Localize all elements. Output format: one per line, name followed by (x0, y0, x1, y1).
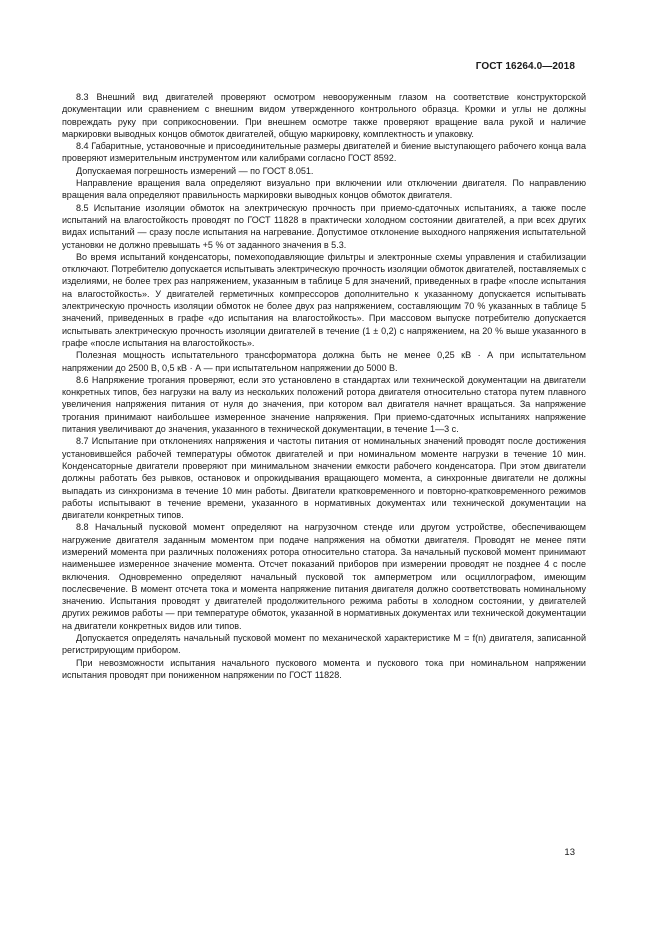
paragraph: При невозможности испытания начального пускового момента и пускового тока при номинальном напряжении испытания проводят при пониженном напряжении по ГОСТ 11828. (62, 657, 586, 680)
paragraph: Направление вращения вала определяют визуально при включении или отключении двигателя. По направлению вращения вала определяют правильность маркировки выводных концов обмоток двигателя. (62, 178, 586, 201)
paragraph-8-5: 8.5 Испытание изоляции обмоток на электрическую прочность при приемо-сдаточных испытаниях, а также после испытаний на влагостойкость проводят по ГОСТ 11828 в практически холодном состоянии двигателей, а при всех других видах испытаний — сразу после испытания на нагревание. Допустимое отклонение выходного напряжения испытательной установки не должно превышать +5 % от заданного значения в 5.3. (62, 202, 586, 250)
paragraph: Допускаемая погрешность измерений — по ГОСТ 8.051. (76, 165, 314, 176)
paragraph-8-7: 8.7 Испытание при отклонениях напряжения и частоты питания от номинальных значений проводят после достижения установившейся рабочей температуры обмоток двигателей и при номинальном моменте нагрузки в течение 10 мин. Конденсаторные двигатели проверяют при минимальном значении емкости рабочего конденсатора. При этом двигатели должны работать без рывков, остановок и опрокидывания вращающего момента, а синхронные двигатели не должны выпадать из синхронизма в течение 10 мин работы. Двигатели кратковременного и повторно-кратковременного режимов работы испытывают в течение времени, указанного в нормативных документах или технической документации на двигатели конкретных типов. (62, 436, 586, 521)
paragraph-8-8: 8.8 Начальный пусковой момент определяют на нагрузочном стенде или другом устройстве, обеспечивающем нагружение двигателя заданным моментом при подаче напряжения на обмотки двигателя. Проводят не менее пяти измерений момента при различных положениях ротора относительно статора. За начальный пусковой момент принимают наименьшее измеренное значение момента. Отсчет показаний приборов при измерении проводят не позднее 4 с после включения. Одновременно определяют начальный пусковой ток амперметром или осциллографом, имеющим послесвечение. В момент отсчета тока и момента напряжение питания двигателя должно соответствовать номинальному значению. Испытания проводят у двигателей продолжительного режима работы в холодном состоянии, у двигателей других режимов работы — при температуре обмоток, указанной в нормативных документах или технической документации на двигатели конкретных видов или типов. (62, 522, 586, 631)
page-number: 13 (564, 847, 575, 858)
paragraph: Полезная мощность испытательного трансформатора должна быть не менее 0,25 кВ · А при испытательном напряжении до 2500 В, 0,5 кВ · А — при испытательном напряжении до 5000 В. (62, 350, 586, 373)
paragraph-8-3: 8.3 Внешний вид двигателей проверяют осмотром невооруженным глазом на соответствие конструкторской документации или сравнением с внешним видом утвержденного контрольного образца. Кромки и углы не должны повреждать руку при соприкосновении. При внешнем осмотре также проверяют вращение вала рукой и наличие маркировки выводных концов обмоток двигателей, общую маркировку, комплектность и упаковку. (62, 92, 586, 139)
document-body (62, 91, 586, 681)
paragraph-8-6: 8.6 Напряжение трогания проверяют, если это установлено в стандартах или технической документации на двигатели конкретных типов, без нагрузки на валу из нескольких положений ротора двигателя относительно статора путем плавного увеличения напряжения питания от нуля до значения, при котором вал двигателя начнет вращаться. За напряжение трогания принимают наибольшее измеренное значение напряжения. При приемо-сдаточных испытаниях напряжение питания увеличивают до значения, указанного в технической документации, в течение 1—3 с. (62, 374, 586, 435)
paragraph: Во время испытаний конденсаторы, помехоподавляющие фильтры и электронные схемы управления и стабилизации отключают. Потребителю допускается испытывать электрическую прочность изоляции обмоток двигателей, поставляемых с изделиями, не более трех раз напряжением, указанным в таблице 5 для значений, приведенных в графе «после испытания на влагостойкость». У двигателей герметичных компрессоров дополнительно к указанному допускается испытывать электрическую прочность изоляции обмоток не более двух раз напряжением, составляющим 70 % указанных в таблице 5 значений, приведенных в графе «до испытания на влагостойкость». При массовом выпуске потребителю допускается испытывать электрическую прочность изоляции двигателей в течение (1 ± 0,2) с напряжением, на 20 % выше указанного в графе «после испытания на влагостойкость». (62, 251, 586, 348)
standard-designation: ГОСТ 16264.0—2018 (475, 61, 575, 72)
paragraph: Допускается определять начальный пусковой момент по механической характеристике M = f(n) двигателя, записанной регистрирующим прибором. (62, 633, 586, 656)
paragraph-8-4: 8.4 Габаритные, установочные и присоединительные размеры двигателей и биение выступающего рабочего конца вала проверяют измерительным инструментом или калибрами согласно ГОСТ 8592. (62, 141, 586, 164)
